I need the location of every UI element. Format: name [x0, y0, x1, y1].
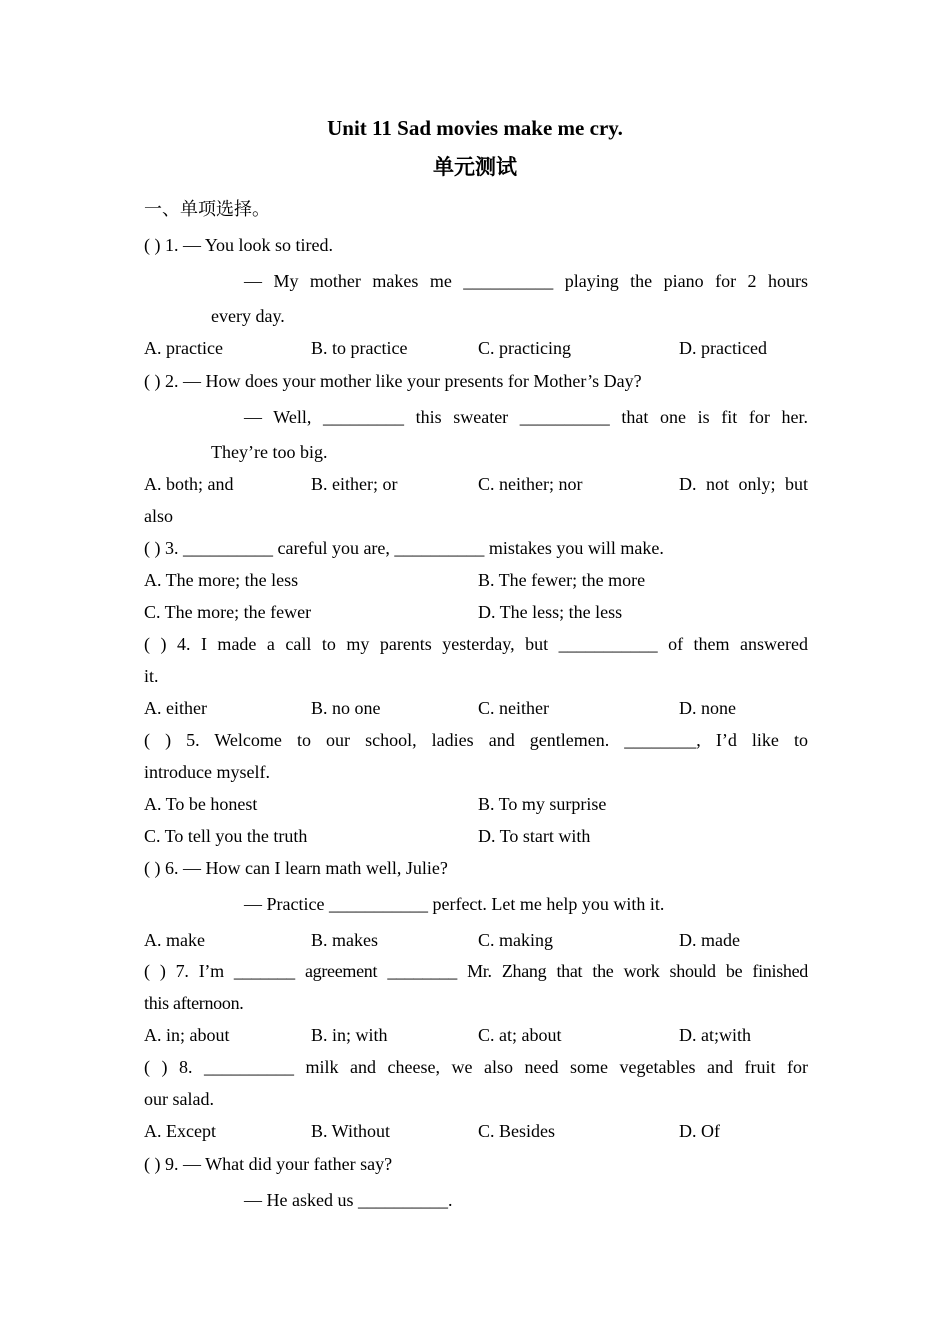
question-3-option-d: D. The less; the less	[478, 602, 623, 622]
question-6-option-a: A. make	[144, 930, 205, 950]
question-3-stem: ( ) 3. __________ careful you are, __________ mistakes you will make.	[144, 538, 664, 558]
question-8-option-b: B. Without	[311, 1121, 390, 1141]
question-8-stem-cont: our salad.	[144, 1089, 214, 1109]
question-1-stem: ( ) 1. — You look so tired.	[144, 235, 334, 255]
question-1-reply: — My mother makes me __________ playing the piano for 2 hours	[244, 271, 808, 291]
section-heading: 一、单项选择。	[144, 199, 270, 219]
question-2-option-d-cont: also	[144, 506, 173, 526]
page-title: Unit 11 Sad movies make me cry.	[327, 116, 623, 140]
question-5-stem-cont: introduce myself.	[144, 762, 270, 782]
question-2-option-a: A. both; and	[144, 474, 234, 494]
question-7-option-d: D. at;with	[679, 1025, 751, 1045]
question-2-stem: ( ) 2. — How does your mother like your presents for Mother’s Day?	[144, 371, 642, 391]
question-4-option-b: B. no one	[311, 698, 381, 718]
question-2-option-d: D. not only; but	[679, 474, 808, 494]
question-7-stem: ( ) 7. I’m _______ agreement ________ Mr. Zhang that the work should be finished	[144, 961, 808, 981]
question-5-option-a: A. To be honest	[144, 794, 258, 814]
question-8-option-c: C. Besides	[478, 1121, 556, 1141]
question-7-option-c: C. at; about	[478, 1025, 562, 1045]
question-9-stem: ( ) 9. — What did your father say?	[144, 1154, 393, 1174]
question-8-stem: ( ) 8. __________ milk and cheese, we also need some vegetables and fruit for	[144, 1057, 808, 1077]
page-subtitle: 单元测试	[433, 155, 517, 179]
question-2-option-c: C. neither; nor	[478, 474, 583, 494]
question-7-option-b: B. in; with	[311, 1025, 388, 1045]
question-4-option-d: D. none	[679, 698, 736, 718]
question-8-option-d: D. Of	[679, 1121, 720, 1141]
question-6-option-c: C. making	[478, 930, 553, 950]
question-6-option-d: D. made	[679, 930, 740, 950]
question-4-stem-cont: it.	[144, 666, 159, 686]
question-2-option-b: B. either; or	[311, 474, 398, 494]
question-7-option-a: A. in; about	[144, 1025, 230, 1045]
question-9-reply: — He asked us __________.	[244, 1190, 453, 1210]
question-1-option-d: D. practiced	[679, 338, 767, 358]
question-6-stem: ( ) 6. — How can I learn math well, Julie?	[144, 858, 448, 878]
question-5-option-d: D. To start with	[478, 826, 591, 846]
question-1-reply-cont: every day.	[211, 306, 285, 326]
question-1-option-c: C. practicing	[478, 338, 571, 358]
question-1-option-a: A. practice	[144, 338, 223, 358]
question-5-option-c: C. To tell you the truth	[144, 826, 308, 846]
question-5-option-b: B. To my surprise	[478, 794, 607, 814]
question-3-option-b: B. The fewer; the more	[478, 570, 646, 590]
question-4-option-a: A. either	[144, 698, 207, 718]
question-2-reply: — Well, _________ this sweater __________ that one is fit for her.	[244, 407, 808, 427]
question-6-option-b: B. makes	[311, 930, 378, 950]
question-3-option-c: C. The more; the fewer	[144, 602, 312, 622]
question-1-option-b: B. to practice	[311, 338, 408, 358]
question-4-stem: ( ) 4. I made a call to my parents yesterday, but ___________ of them answered	[144, 634, 808, 654]
question-3-option-a: A. The more; the less	[144, 570, 299, 590]
question-6-reply: — Practice ___________ perfect. Let me help you with it.	[244, 894, 665, 914]
question-4-option-c: C. neither	[478, 698, 549, 718]
question-7-stem-cont: this afternoon.	[144, 993, 244, 1013]
question-2-reply-cont: They’re too big.	[211, 442, 328, 462]
question-8-option-a: A. Except	[144, 1121, 216, 1141]
question-5-stem: ( ) 5. Welcome to our school, ladies and gentlemen. ________, I’d like to	[144, 730, 808, 750]
